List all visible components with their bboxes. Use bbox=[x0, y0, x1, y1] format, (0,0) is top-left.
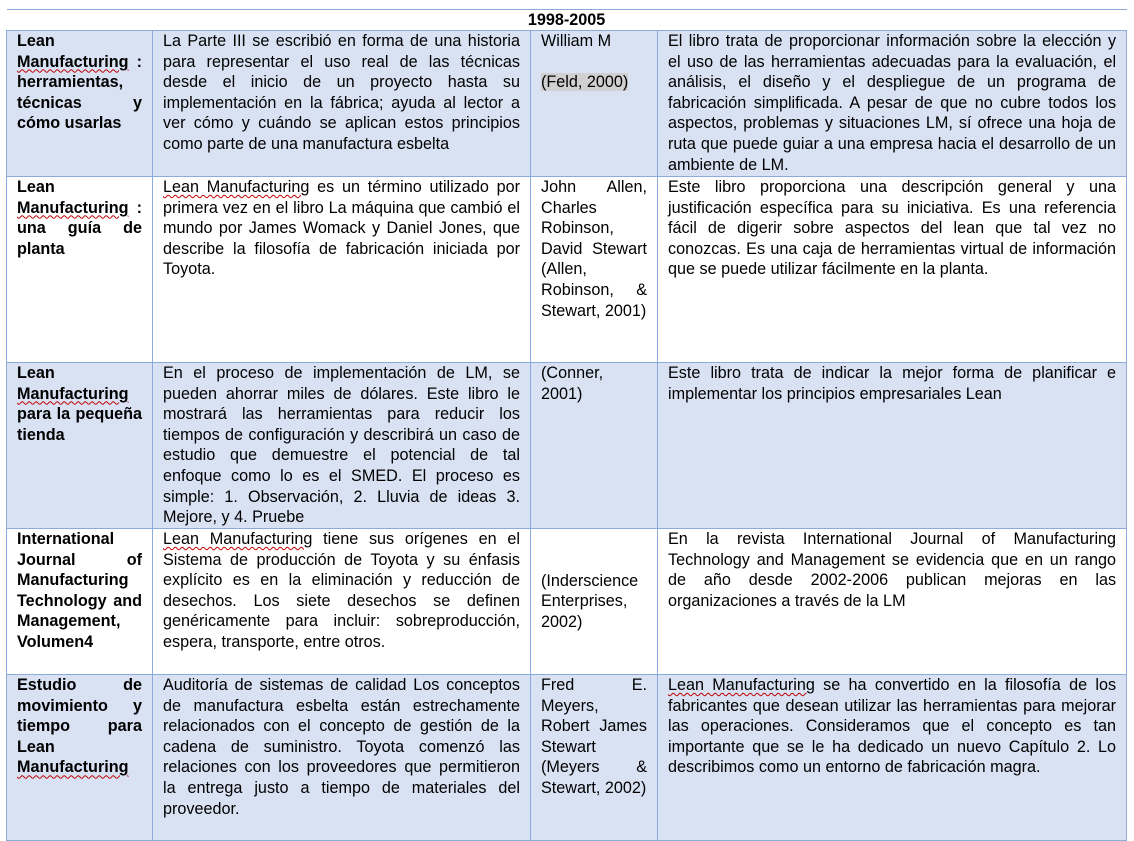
book-title-underlined: Manufacturing bbox=[17, 52, 129, 71]
book-title: Estudio de movimiento y tiempo para Lean bbox=[17, 676, 142, 756]
table-row bbox=[7, 363, 1127, 529]
literature-review-table bbox=[6, 9, 1127, 841]
book-title-underlined: Manufacturing bbox=[17, 384, 129, 403]
author-cell bbox=[531, 31, 658, 177]
table-row bbox=[7, 529, 1127, 675]
document-table-wrapper bbox=[6, 9, 1126, 841]
author-cell: John Allen, Charles Robinson, David Stewart (Allen, Robinson, & Stewart, 2001) bbox=[531, 177, 658, 363]
summary-text: se ha convertido en la filosofía de los fabricantes que desean utilizar las herramientas para mejorar las operaciones. Consideramos que el concepto es tan importante que se le ha dedicado un nuevo Capítulo 2. Lo describimos como un entorno de fabricación magra. bbox=[668, 676, 1117, 777]
table-row bbox=[7, 177, 1127, 363]
author-citation: (Feld, 2000) bbox=[541, 73, 629, 92]
description-cell: La Parte III se escribió en forma de una historia para representar el uso real de las técnicas desde el inicio de un proyecto hasta su implementación en la fábrica; ayuda al lector a ver cómo y cuándo se aplican estos principios como parte de una manufactura esbelta bbox=[153, 31, 531, 177]
book-title-cell bbox=[7, 31, 153, 177]
period-header: 1998-2005 bbox=[7, 10, 1127, 31]
summary-cell bbox=[658, 675, 1127, 841]
description-cell bbox=[153, 177, 531, 363]
author-name: William M bbox=[541, 32, 612, 50]
author-cell: Fred E. Meyers, Robert James Stewart (Meyers & Stewart, 2002) bbox=[531, 675, 658, 841]
book-title: Lean bbox=[17, 364, 55, 382]
author-cell: (Conner, 2001) bbox=[531, 363, 658, 529]
book-title: Lean bbox=[17, 178, 55, 196]
description-text: tiene sus orígenes en el Sistema de producción de Toyota y su énfasis explícito es en la eliminación y reducción de desechos. Los siete desechos se definen genéricamente para incluir: sobreproducción, espera, transporte, entre otros. bbox=[163, 530, 520, 651]
description-cell: Auditoría de sistemas de calidad Los conceptos de manufactura esbelta están estrechamente relacionados con el concepto de gestión de la cadena de suministro. Toyota comenzó las relaciones con los proveedores que permitieron la entrega justo a tiempo de materiales del proveedor. bbox=[153, 675, 531, 841]
summary-cell: En la revista International Journal of Manufacturing Technology and Management se evidencia que en un rango de año desde 2002-2006 publican mejoras en las organizaciones a través de la LM bbox=[658, 529, 1127, 675]
description-underlined: Lean Manufacturing bbox=[163, 530, 313, 548]
book-title-rest: : una guía de planta bbox=[17, 198, 142, 258]
description-text: es un término utilizado por primera vez en el libro La máquina que cambió el mundo por James Womack y Daniel Jones, que describe la filosofía de fabricación iniciada por Toyota. bbox=[163, 178, 521, 279]
period-header-row bbox=[7, 10, 1127, 31]
summary-underlined: Lean Manufacturing bbox=[668, 676, 815, 694]
book-title-cell bbox=[7, 363, 153, 529]
book-title-rest: : herramientas, técnicas y cómo usarlas bbox=[17, 52, 142, 133]
summary-cell: El libro trata de proporcionar información sobre la elección y el uso de las herramientas adecuadas para la evaluación, el análisis, el diseño y el despliegue de un programa de fabricación simplificada. A pesar de que no cubre todos los aspectos, problemas y situaciones LM, sí ofrece una hoja de ruta que puede guiar a una empresa hacia el desarrollo de un ambiente de LM. bbox=[658, 31, 1127, 177]
book-title-underlined: Manufacturing bbox=[17, 758, 129, 777]
summary-cell: Este libro proporciona una descripción general y una justificación específica para su iniciativa. Es una referencia fácil de digerir sobre aspectos del lean que tal vez no conozcas. Es una caja de herramientas virtual de información que se puede utilizar fácilmente en la planta. bbox=[658, 177, 1127, 363]
book-title: Lean bbox=[17, 32, 55, 50]
book-title-cell bbox=[7, 177, 153, 363]
description-cell: En el proceso de implementación de LM, se pueden ahorrar miles de dólares. Este libro le mostrará las herramientas para reducir los tiempos de configuración y describirá un caso de estudio que demuestre el potencial de tal enfoque como lo es el SMED. El proceso es simple: 1. Observación, 2. Lluvia de ideas 3. Mejore, y 4. Pruebe bbox=[153, 363, 531, 529]
book-title-cell bbox=[7, 675, 153, 841]
book-title-cell: International Journal of Manufacturing Technology and Management, Volumen4 bbox=[7, 529, 153, 675]
table-row bbox=[7, 675, 1127, 841]
book-title-underlined: Manufacturing bbox=[17, 198, 129, 217]
description-underlined: Lean Manufacturing bbox=[163, 178, 310, 196]
summary-cell: Este libro trata de indicar la mejor forma de planificar e implementar los principios empresariales Lean bbox=[658, 363, 1127, 529]
book-title-rest: para la pequeña tienda bbox=[17, 405, 142, 444]
description-cell bbox=[153, 529, 531, 675]
author-cell: (Inderscience Enterprises, 2002) bbox=[531, 529, 658, 675]
table-row bbox=[7, 31, 1127, 177]
